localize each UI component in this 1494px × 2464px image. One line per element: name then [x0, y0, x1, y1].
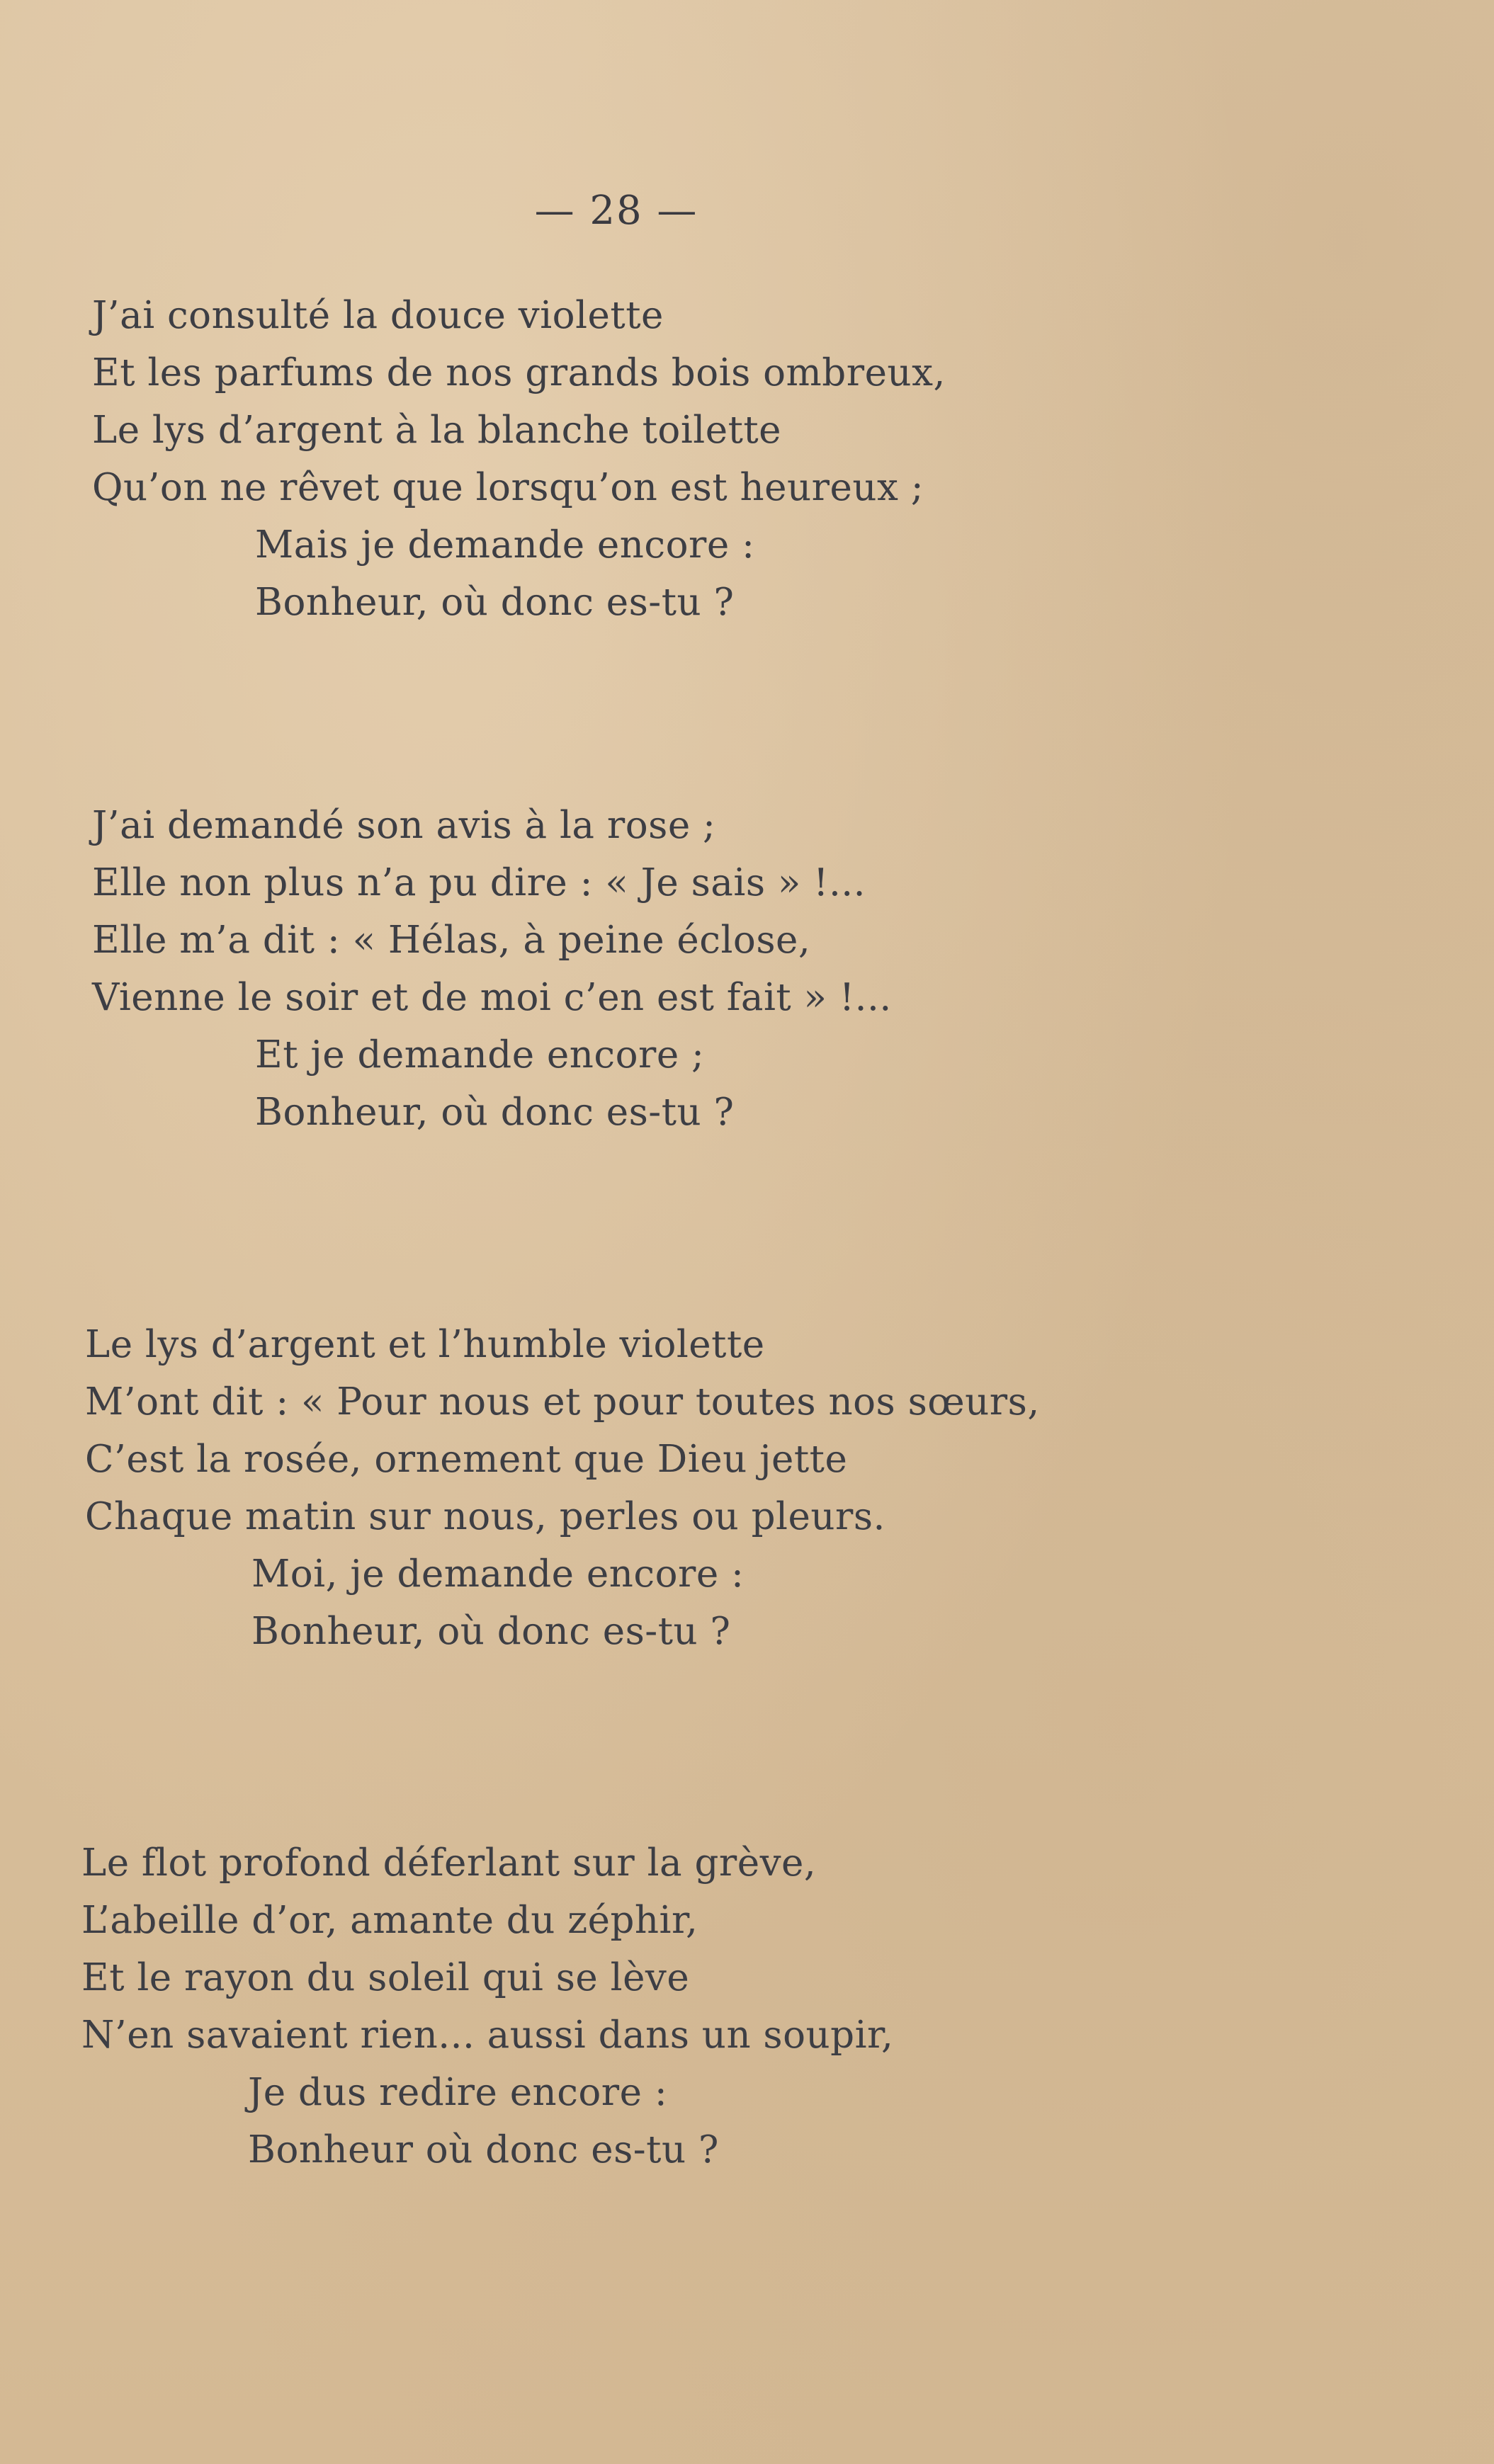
verse-line: N’en savaient rien... aussi dans un soupir, [81, 2014, 894, 2057]
stanza-4 [81, 1834, 1215, 2179]
refrain-line: Moi, je demande encore : [251, 1552, 745, 1596]
verse-line: Vienne le soir et de moi c’en est fait » !... [92, 976, 892, 1019]
verse-line: Et le rayon du soleil qui se lève [81, 1956, 690, 1999]
refrain-line: Mais je demande encore : [255, 523, 755, 567]
verse-line: Et les parfums de nos grands bois ombreux, [92, 351, 946, 394]
refrain-line: Je dus redire encore : [248, 2071, 668, 2114]
refrain-line: Bonheur, où donc es-tu ? [251, 1610, 731, 1653]
verse-line: Le lys d’argent et l’humble violette [85, 1323, 765, 1366]
refrain-line: Bonheur où donc es-tu ? [248, 2128, 719, 2171]
verse-line: M’ont dit : « Pour nous et pour toutes nos sœurs, [85, 1380, 1040, 1424]
verse-line: J’ai demandé son avis à la rose ; [92, 804, 716, 847]
verse-line: Le lys d’argent à la blanche toilette [92, 409, 782, 452]
verse-line: Qu’on ne rêvet que lorsqu’on est heureux ; [92, 466, 924, 509]
verse-line: C’est la rosée, ornement que Dieu jette [85, 1438, 848, 1481]
refrain-line: Bonheur, où donc es-tu ? [255, 581, 735, 624]
verse-line: Elle m’a dit : « Hélas, à peine éclose, [92, 919, 811, 962]
verse-line: J’ai consulté la douce violette [92, 294, 664, 337]
verse-line: Elle non plus n’a pu dire : « Je sais » !... [92, 861, 866, 904]
page-number: — 28 — [534, 188, 698, 234]
verse-line: Chaque matin sur nous, perles ou pleurs. [85, 1495, 885, 1538]
refrain-line: Et je demande encore ; [255, 1033, 705, 1077]
verse-line: L’abeille d’or, amante du zéphir, [81, 1899, 698, 1942]
verse-line: Le flot profond déferlant sur la grève, [81, 1841, 817, 1885]
stanza-1 [92, 287, 1226, 631]
stanza-2 [92, 797, 1226, 1141]
stanza-3 [85, 1316, 1218, 1660]
refrain-line: Bonheur, où donc es-tu ? [255, 1091, 735, 1134]
